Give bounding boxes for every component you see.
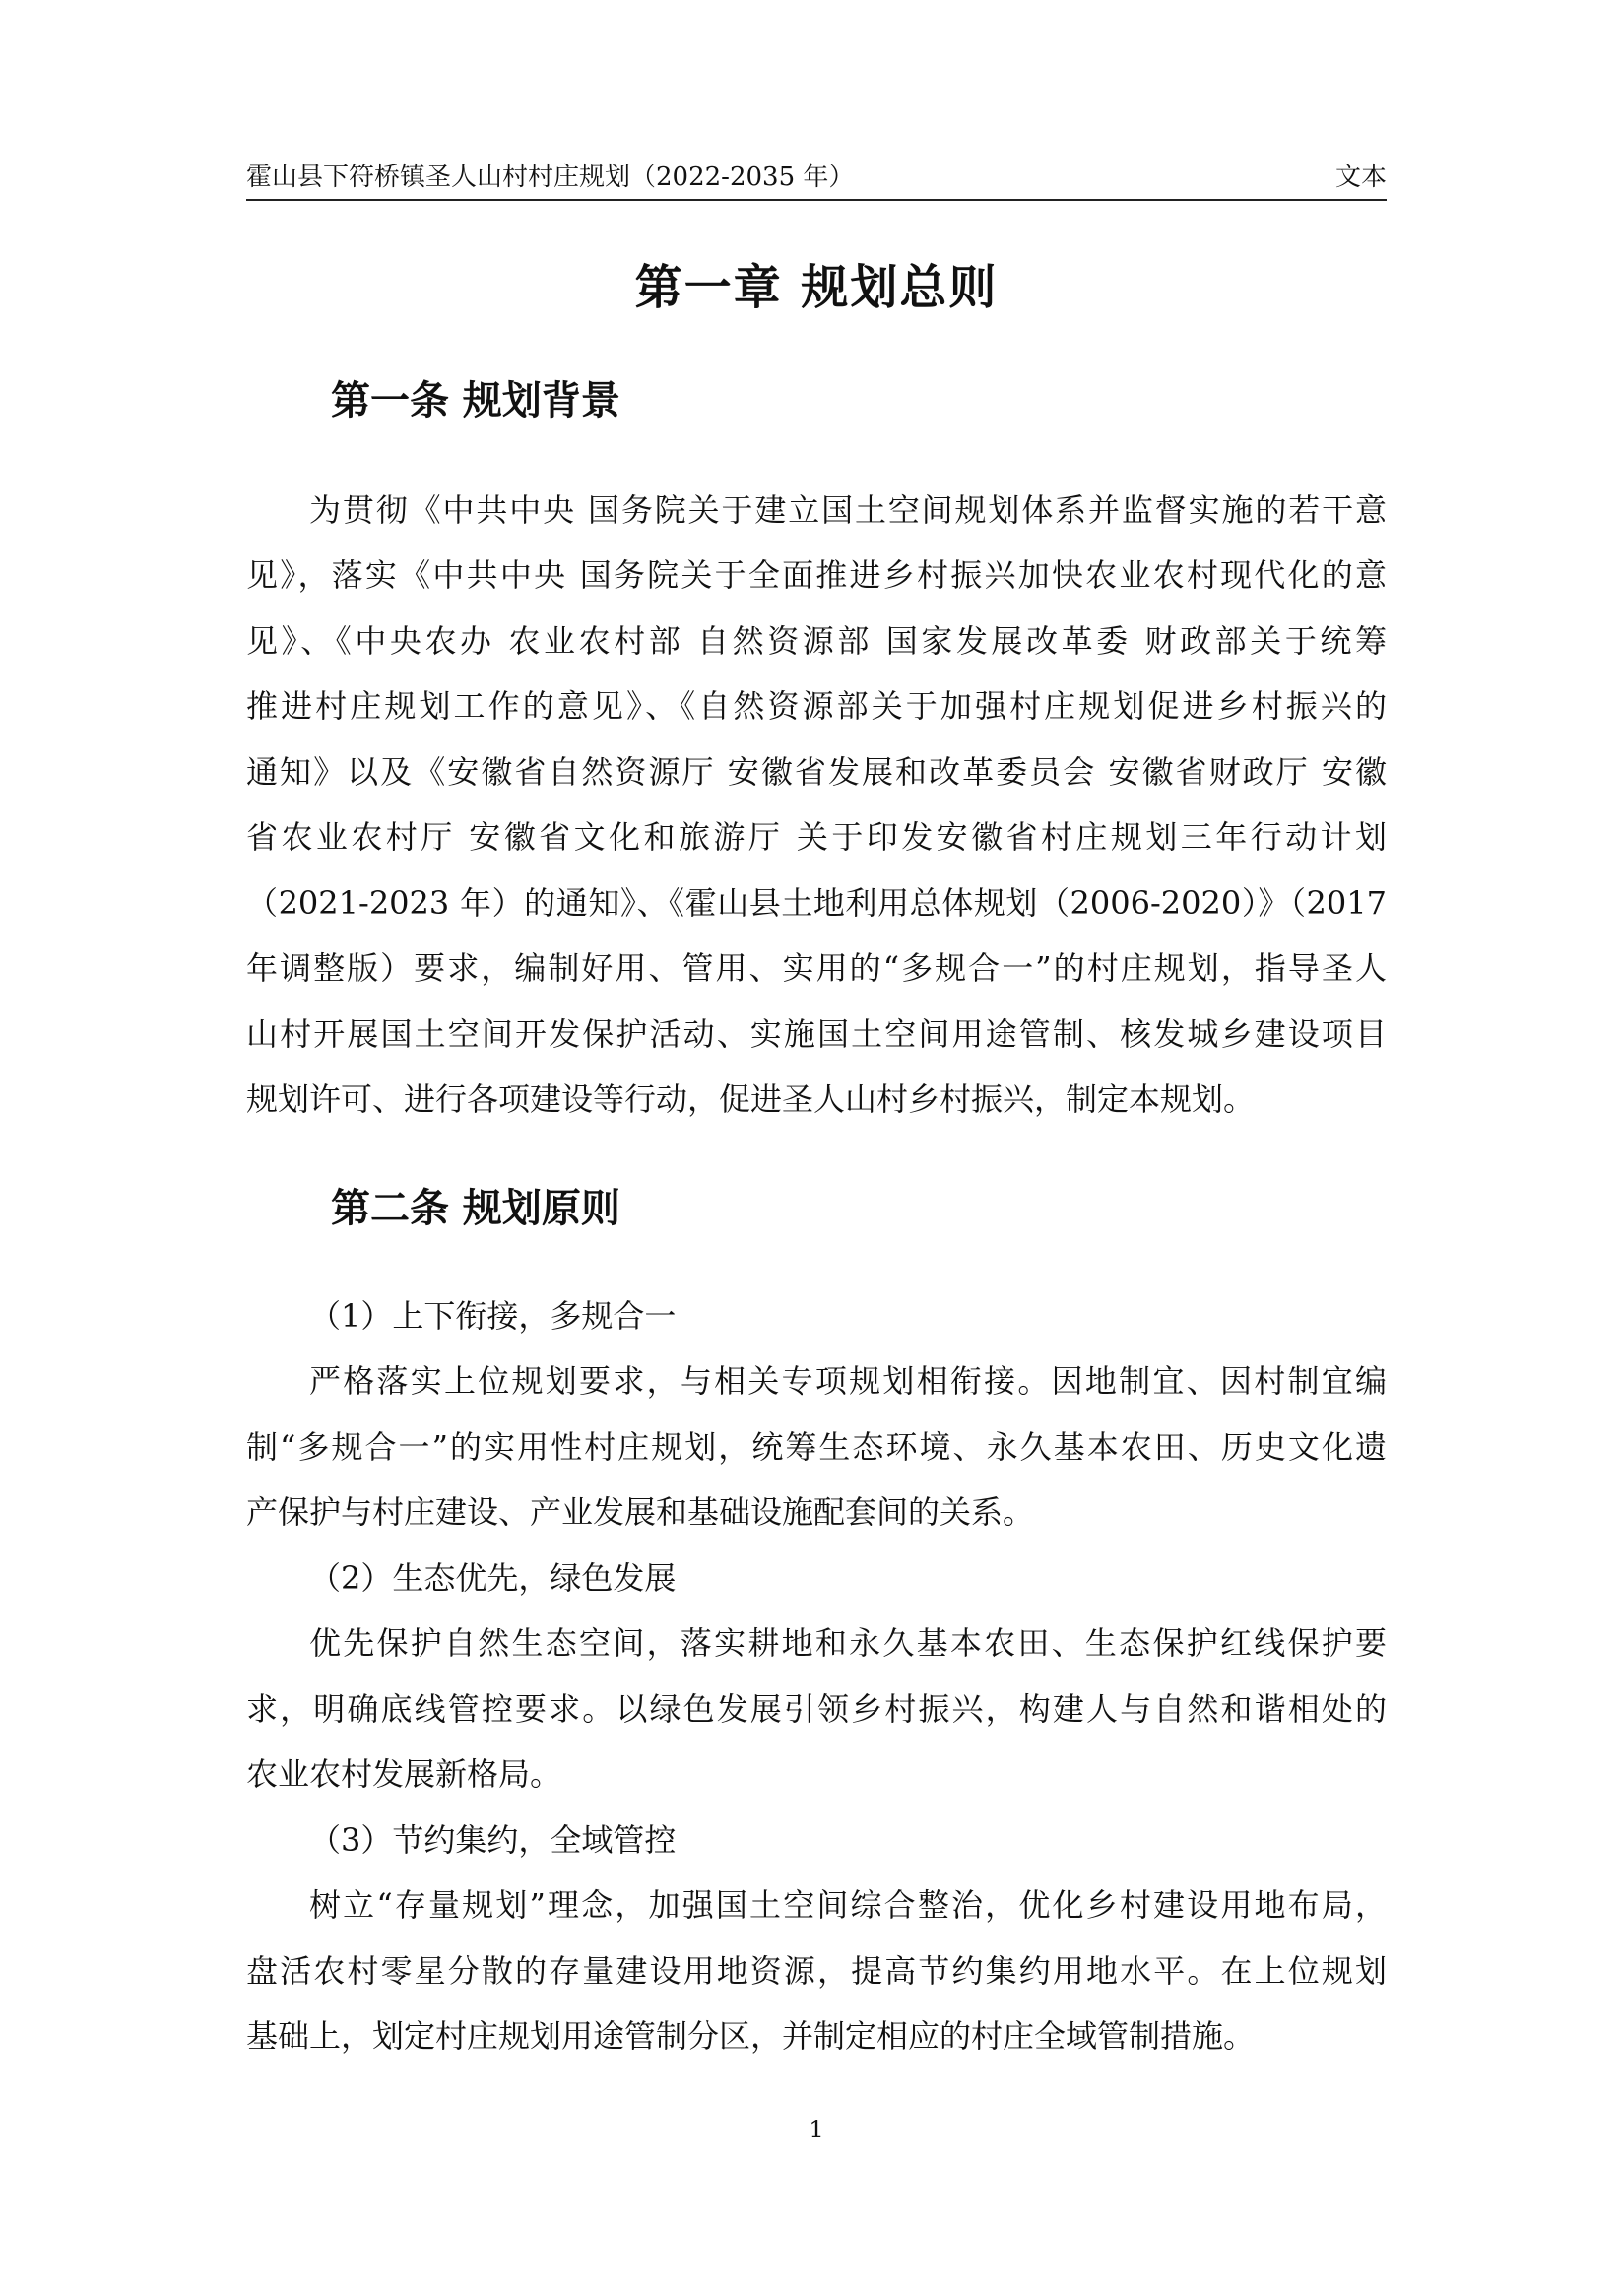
paragraph-line: 通知》以及《安徽省自然资源厅 安徽省发展和改革委员会 安徽省财政厅 安徽 — [246, 754, 1387, 791]
paragraph-line: 为贯彻《中共中央 国务院关于建立国土空间规划体系并监督实施的若干意 — [309, 492, 1387, 529]
paragraph-line: 山村开展国土空间开发保护活动、实施国土空间用途管制、核发城乡建设项目 — [246, 1016, 1387, 1053]
paragraph-line: 树立“存量规划”理念，加强国土空间综合整治，优化乡村建设用地布局， — [309, 1886, 1387, 1924]
paragraph-line: 求，明确底线管控要求。以绿色发展引领乡村振兴，构建人与自然和谐相处的 — [246, 1690, 1387, 1728]
paragraph-line: 盘活农村零星分散的存量建设用地资源，提高节约集约用地水平。在上位规划 — [246, 1952, 1387, 1990]
paragraph-line: 农业农村发展新格局。 — [246, 1755, 562, 1793]
chapter-title: 第一章 规划总则 — [634, 260, 999, 315]
paragraph-line: 见》、《中央农办 农业农村部 自然资源部 国家发展改革委 财政部关于统筹 — [246, 623, 1387, 660]
article-title-principles: 第二条 规划原则 — [331, 1186, 620, 1231]
page-number: 1 — [809, 2116, 824, 2143]
paragraph-line: （2021-2023 年）的通知》、《霍山县土地利用总体规划（2006-2020）》（2017 — [246, 885, 1387, 922]
paragraph-line: 年调整版）要求，编制好用、管用、实用的“多规合一”的村庄规划，指导圣人 — [246, 950, 1387, 987]
paragraph-line: 规划许可、进行各项建设等行动，促进圣人山村乡村振兴，制定本规划。 — [246, 1081, 1256, 1118]
paragraph-line: 推进村庄规划工作的意见》、《自然资源部关于加强村庄规划促进乡村振兴的 — [246, 688, 1387, 725]
paragraph-line: 制“多规合一”的实用性村庄规划，统筹生态环境、永久基本农田、历史文化遗 — [246, 1428, 1387, 1466]
paragraph-line: 省农业农村厅 安徽省文化和旅游厅 关于印发安徽省村庄规划三年行动计划 — [246, 819, 1387, 856]
paragraph-line: 基础上，划定村庄规划用途管制分区，并制定相应的村庄全域管制措施。 — [246, 2017, 1256, 2055]
header-title: 霍山县下符桥镇圣人山村村庄规划（2022-2035 年） — [246, 163, 855, 192]
principle-heading: （3）节约集约，全域管控 — [309, 1821, 677, 1859]
principle-heading: （2）生态优先，绿色发展 — [309, 1559, 677, 1597]
header-rule — [246, 199, 1387, 201]
running-header — [246, 156, 1387, 199]
header-doc-type: 文本 — [1334, 163, 1387, 192]
paragraph-line: 见》，落实《中共中央 国务院关于全面推进乡村振兴加快农业农村现代化的意 — [246, 557, 1387, 594]
article-title-background: 第一条 规划背景 — [331, 378, 620, 424]
paragraph-line: 优先保护自然生态空间，落实耕地和永久基本农田、生态保护红线保护要 — [309, 1624, 1387, 1662]
paragraph-line: 严格落实上位规划要求，与相关专项规划相衔接。因地制宜、因村制宜编 — [309, 1362, 1387, 1400]
paragraph-line: 产保护与村庄建设、产业发展和基础设施配套间的关系。 — [246, 1493, 1035, 1531]
principle-heading: （1）上下衔接，多规合一 — [309, 1297, 677, 1335]
